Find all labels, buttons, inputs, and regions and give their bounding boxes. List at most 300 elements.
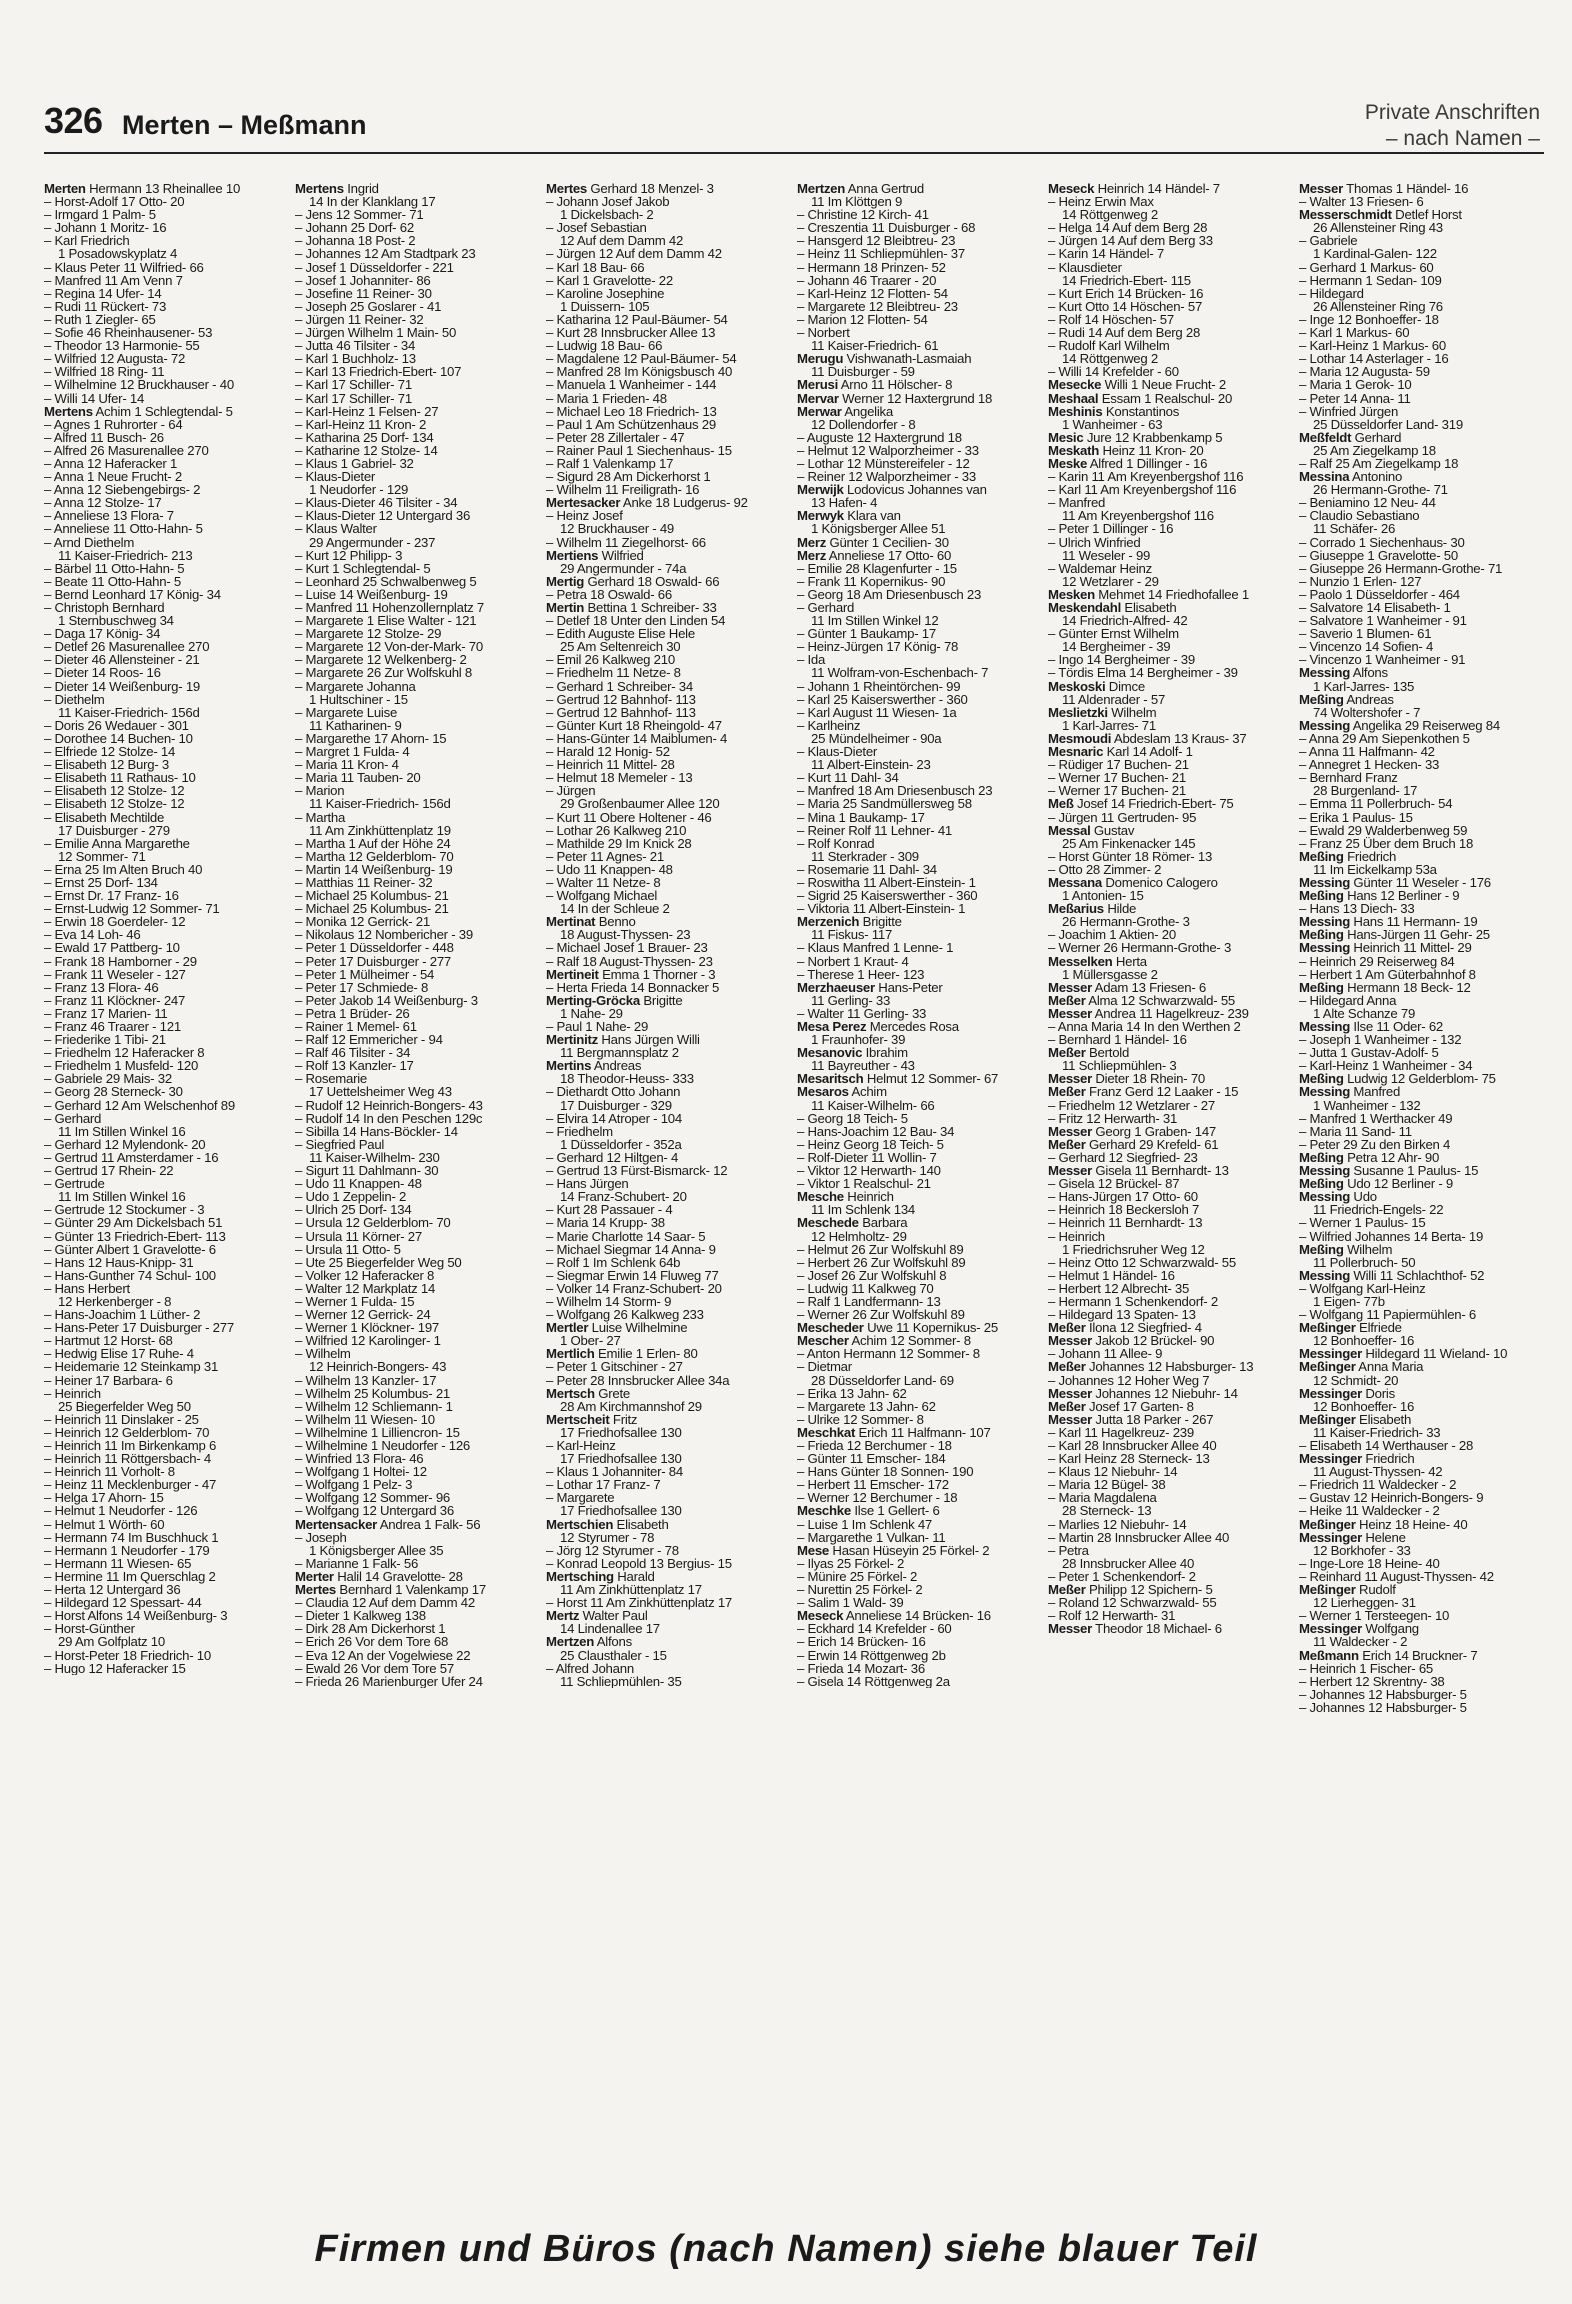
entry-text: 11 Katharinen- 9 (309, 717, 402, 733)
entry-text: 1 Nahe- 29 (560, 1005, 623, 1021)
surname: Meßing (1299, 848, 1344, 864)
entry-text: 11 Sterkrader - 309 (811, 848, 919, 864)
entry-text: – Dorothee 14 Buchen- 10 (44, 730, 193, 746)
surname: Mervar (797, 390, 839, 406)
entry-text: – Leonhard 25 Schwalbenweg 5 (295, 573, 477, 589)
entry-text: – Michael 25 Kolumbus- 21 (295, 888, 449, 904)
surname: Mesanovic (797, 1045, 863, 1061)
entry-text: – Wolfgang 26 Kalkweg 233 (546, 1307, 704, 1323)
surname: Merter (295, 1568, 334, 1584)
entry-text: – Gertrud 13 Fürst-Bismarck- 12 (546, 1163, 728, 1179)
directory-entry (44, 1662, 290, 1675)
surname: Mertinat (546, 914, 596, 930)
entry-text: 1 Eigen- 77b (1313, 1293, 1385, 1309)
entry-text: Karl 14 Adolf- 1 (1103, 744, 1193, 760)
entry-text: 11 Bergmannsplatz 2 (560, 1045, 679, 1061)
entry-text: – Gerhard 12 Mylendonk- 20 (44, 1136, 206, 1152)
entry-text: – Rosemarie (295, 1071, 368, 1087)
entry-text: Emma 1 Thorner - 3 (598, 966, 716, 982)
entry-text: – Winfried Jürgen (1299, 403, 1399, 419)
surname: Messinger (1299, 1346, 1362, 1362)
entry-text: Alfons (1350, 665, 1388, 681)
entry-text: – Günter 1 Baukamp- 17 (797, 626, 936, 642)
entry-text: – Rudi 11 Rückert- 73 (44, 298, 167, 314)
entry-text: – Peter 14 Anna- 11 (1299, 390, 1411, 406)
entry-text: Vishwanath-Lasmaiah (843, 351, 972, 367)
entry-text: – Heinz Josef (546, 508, 623, 524)
entry-text: Anna Maria (1355, 1359, 1424, 1375)
entry-text: – Ulrich 25 Dorf- 134 (295, 1202, 412, 1218)
entry-text: – Jürgen 14 Auf dem Berg 33 (1048, 233, 1213, 249)
entry-text: 12 Helmholtz- 29 (811, 1228, 907, 1244)
entry-text: Elisabeth (1121, 600, 1177, 615)
entry-text: – Friedhelm (546, 1123, 613, 1139)
entry-text: – Giuseppe 26 Hermann-Grothe- 71 (1299, 560, 1503, 576)
entry-text: – Herbert 12 Skrentny- 38 (1299, 1673, 1445, 1689)
entry-text: – Anna 12 Siebengebirgs- 2 (44, 482, 201, 498)
entry-text: – Gerhard 1 Schreiber- 34 (546, 678, 693, 694)
entry-text: 14 In der Schleue 2 (560, 901, 670, 917)
entry-text: – Herbert 12 Albrecht- 35 (1048, 1280, 1190, 1296)
entry-text: Essam 1 Realschul- 20 (1098, 390, 1233, 406)
entry-text: – Hans-Jürgen 17 Otto- 60 (1048, 1189, 1198, 1205)
surname: Mertsch (546, 1385, 595, 1401)
entry-text: – Klaus 1 Gabriel- 32 (295, 455, 414, 471)
entry-text: – Karl 25 Kaiserswerther - 360 (797, 691, 968, 707)
entry-text: – Dieter 46 Allensteiner - 21 (44, 652, 200, 668)
entry-text: 11 Gerling- 33 (811, 992, 891, 1008)
surname: Merten (44, 182, 86, 196)
entry-text: – Walter 11 Gerling- 33 (797, 1005, 927, 1021)
entry-text: 11 Kaiser-Wilhelm- 230 (309, 1149, 440, 1165)
entry-text: Rudolf (1355, 1582, 1396, 1598)
entry-text: – Karl 1 Gravelotte- 22 (546, 272, 673, 288)
entry-text: – Elisabeth 12 Burg- 3 (44, 757, 169, 773)
directory-column-5 (1048, 182, 1294, 1635)
entry-text: – Elisabeth 14 Werthauser - 28 (1299, 1438, 1474, 1453)
entry-text: 11 Im Eickelkamp 53a (1313, 861, 1437, 877)
entry-text: – Josef Sebastian (546, 220, 647, 236)
entry-text: 14 Lindenallee 17 (560, 1621, 660, 1637)
directory-entry (1048, 1622, 1294, 1635)
entry-text: – Hans 13 Diech- 33 (1299, 901, 1415, 917)
entry-text: – Monika 12 Gerrick- 21 (295, 914, 430, 930)
entry-text: – Petra 1 Brüder- 26 (295, 1005, 410, 1021)
entry-text: – Dieter 1 Kalkweg 138 (295, 1608, 426, 1624)
entry-text: 11 Schäfer- 26 (1313, 521, 1396, 537)
entry-text: – Hans Günter 18 Sonnen- 190 (797, 1464, 974, 1480)
entry-text: Wilhelm (1343, 1241, 1393, 1257)
entry-text: – Johann 1 Rheintörchen- 99 (797, 678, 961, 694)
entry-text: Mercedes Rosa (866, 1019, 959, 1034)
entry-text: – Helmut 26 Zur Wolfskuhl 89 (797, 1241, 964, 1257)
entry-text: – Vincenzo 1 Wanheimer - 91 (1299, 652, 1466, 668)
entry-text: – Marie Charlotte 14 Saar- 5 (546, 1228, 706, 1244)
entry-text: – Peter 1 Düsseldorfer - 448 (295, 940, 454, 956)
entry-text: Gerhard 18 Menzel- 3 (587, 182, 714, 196)
entry-text: – Johannes 12 Am Stadtpark 23 (295, 246, 476, 262)
entry-text: – Heinrich 1 Fischer- 65 (1299, 1660, 1433, 1676)
entry-text: – Franz 17 Marien- 11 (44, 1005, 168, 1021)
entry-text: 1 Düsseldorfer - 352a (560, 1136, 682, 1152)
entry-text: – Wolfgang 1 Pelz- 3 (295, 1477, 413, 1493)
entry-text: – Sigurd 28 Am Dickerhorst 1 (546, 469, 711, 485)
entry-text: 11 Am Zinkhüttenplatz 17 (560, 1582, 702, 1598)
entry-text: – Ernst 25 Dorf- 134 (44, 874, 158, 890)
entry-text: – Roland 12 Schwarzwald- 55 (1048, 1595, 1217, 1611)
surname: Meßing (1299, 1241, 1344, 1257)
entry-text: – Ulrike 12 Sommer- 8 (797, 1411, 924, 1427)
entry-text: – Jürgen 11 Reiner- 32 (295, 311, 424, 327)
entry-text: – Giuseppe 1 Gravelotte- 50 (1299, 547, 1458, 563)
footer-banner: Firmen und Büros (nach Namen) siehe blauer Teil (314, 2228, 1258, 2270)
entry-text: – Petra 18 Oswald- 66 (546, 586, 672, 602)
entry-text: – Horst 11 Am Zinkhüttenplatz 17 (546, 1595, 733, 1611)
entry-text: Werner 12 Haxtergrund 18 (838, 390, 993, 406)
directory-entry (797, 640, 1043, 653)
entry-text: – Ralf 1 Valenkamp 17 (546, 455, 674, 471)
entry-text: Ilse 11 Oder- 62 (1350, 1019, 1444, 1034)
entry-text: Jakob 12 Brückel- 90 (1091, 1333, 1215, 1349)
entry-text: – Helga 17 Ahorn- 15 (44, 1490, 164, 1506)
entry-text: 12 Auf dem Damm 42 (560, 233, 684, 249)
entry-text: 1 Friedrichsruher Weg 12 (1062, 1241, 1205, 1257)
entry-text: – Dirk 28 Am Dickerhorst 1 (295, 1621, 446, 1637)
entry-text: – Maria 1 Gerok- 10 (1299, 377, 1412, 393)
entry-text: – Peter 28 Zillertaler - 47 (546, 429, 685, 445)
entry-text: – Karl 1 Markus- 60 (1299, 325, 1410, 341)
entry-text: – Rolf 1 Im Schlenk 64b (546, 1254, 681, 1270)
entry-text: – Karl 1 Buchholz- 13 (295, 351, 416, 367)
entry-text: – Karl August 11 Wiesen- 1a (797, 704, 957, 720)
entry-text: – Klausdieter (1048, 259, 1122, 275)
entry-text: Achim (848, 1084, 887, 1100)
surname: Messer (1048, 1385, 1092, 1401)
surname: Messinger (1299, 1385, 1362, 1401)
surname: Meschke (797, 1503, 851, 1519)
entry-text: – Christine 12 Kirch- 41 (797, 207, 929, 223)
surname: Meßing (1299, 691, 1344, 707)
surname: Messer (1048, 1071, 1092, 1087)
entry-text: – Werner 17 Buchen- 21 (1048, 783, 1186, 799)
entry-text: – Werner 26 Hermann-Grothe- 3 (1048, 940, 1232, 956)
entry-text: – Maria 12 Augusta- 59 (1299, 364, 1430, 380)
directory-column-6 (1299, 182, 1545, 1714)
entry-text: – Maria 25 Sandmüllersweg 58 (797, 796, 972, 812)
entry-text: 11 Schliepmühlen- 3 (1062, 1058, 1177, 1074)
directory-column-1 (44, 182, 290, 1675)
entry-text: Halil 14 Gravelotte- 28 (333, 1568, 463, 1584)
entry-text: 1 Neudorfer - 129 (309, 482, 409, 498)
entry-text: – Wilhelm 12 Schliemann- 1 (295, 1398, 453, 1414)
entry-text: – Theodor 13 Harmonie- 55 (44, 338, 200, 354)
entry-text: – Rolf 14 Höschen- 57 (1048, 311, 1174, 327)
entry-text: – Viktor 12 Herwarth- 140 (797, 1163, 941, 1179)
entry-text: – Lothar 26 Kalkweg 210 (546, 822, 687, 838)
entry-text: – Hildegard Anna (1299, 992, 1397, 1008)
entry-text: 11 Kaiser-Friedrich- 213 (58, 547, 193, 563)
entry-text: – Heinz Erwin Max (1048, 194, 1154, 210)
surname: Meßer (1048, 1398, 1086, 1414)
entry-text: 25 Am Ziegelkamp 18 (1313, 442, 1436, 458)
entry-text: – Jutta 46 Tilsiter - 34 (295, 338, 416, 354)
entry-text: Helene (1361, 1529, 1406, 1545)
surname: Messing (1299, 1084, 1351, 1100)
entry-text: 25 Am Finkenacker 145 (1062, 835, 1196, 851)
entry-text: – Karl-Heinz (546, 1438, 616, 1453)
entry-text: – Joseph (295, 1529, 347, 1545)
surname: Mertins (546, 1058, 592, 1074)
entry-text: – Waldemar Heinz (1048, 560, 1152, 576)
top-rule (44, 152, 1544, 154)
surname: Meßing (1299, 1149, 1344, 1165)
entry-text: – Karin 11 Am Kreyenbergshof 116 (1048, 469, 1244, 485)
entry-text: – Friederike 1 Tibi- 21 (44, 1032, 166, 1048)
entry-text: – Manfred 28 Im Königsbusch 40 (546, 364, 733, 380)
entry-text: – Heinrich (1048, 1228, 1105, 1244)
surname: Mesche (797, 1189, 844, 1205)
entry-text: – Wilhelm (295, 1346, 351, 1362)
entry-text: 1 Wanheimer - 132 (1313, 1097, 1421, 1113)
entry-text: – Lothar 17 Franz- 7 (546, 1477, 661, 1493)
entry-text: – Wilhelmine 12 Bruckhauser - 40 (44, 377, 234, 393)
entry-text: Helmut 12 Sommer- 67 (863, 1071, 999, 1087)
surname: Messing (1299, 1267, 1351, 1283)
entry-text: – Karl-Heinz 1 Wanheimer - 34 (1299, 1058, 1473, 1074)
entry-text: – Mina 1 Baukamp- 17 (797, 809, 925, 825)
entry-text: – Friedrich 11 Waldecker - 2 (1299, 1477, 1457, 1493)
entry-text: – Willi 14 Krefelder - 60 (1048, 364, 1179, 380)
entry-text: – Margarete 26 Zur Wolfskuhl 8 (295, 665, 472, 681)
entry-text: 17 Friedhofsallee 130 (560, 1424, 682, 1440)
surname: Meskoski (1048, 678, 1106, 694)
entry-text: – Claudia 12 Auf dem Damm 42 (295, 1595, 475, 1611)
surname: Mesa Perez (797, 1019, 867, 1034)
entry-text: – Peter 29 Zu den Birken 4 (1299, 1136, 1451, 1152)
entry-text: Wilhelm (1107, 704, 1157, 720)
entry-text: 14 Bergheimer - 39 (1062, 639, 1171, 655)
entry-text: – Manuela 1 Wanheimer - 144 (546, 377, 717, 393)
surname: Mertensacker (295, 1516, 378, 1532)
entry-text: – Karl 11 Am Kreyenbergshof 116 (1048, 482, 1237, 498)
entry-text: – Gerhard 12 Siegfried- 23 (1048, 1149, 1198, 1165)
entry-text: – Rainer Paul 1 Siechenhaus- 15 (546, 442, 732, 458)
surname: Meske (1048, 455, 1088, 471)
surname: Merting-Gröcka (546, 992, 640, 1008)
entry-text: – Helmut 12 Walporzheimer - 33 (797, 442, 979, 458)
entry-text: – Ralf 12 Emmericher - 94 (295, 1032, 443, 1048)
surname: Messer (1048, 1411, 1092, 1427)
entry-text: – Hans-Günter 14 Maiblumen- 4 (546, 730, 728, 746)
surname: Meslietzki (1048, 704, 1108, 720)
entry-text: 11 Im Stillen Winkel 16 (58, 1189, 186, 1205)
entry-text: Angelika 29 Reiserweg 84 (1350, 717, 1500, 733)
entry-text: 26 Allensteiner Ring 76 (1313, 298, 1443, 314)
entry-text: – Petra (1048, 1542, 1089, 1558)
entry-text: – Ludwig 11 Kalkweg 70 (797, 1280, 934, 1296)
entry-text: – Kurt Otto 14 Höschen- 57 (1048, 298, 1203, 314)
entry-text: – Mathilde 29 Im Knick 28 (546, 835, 692, 851)
entry-text: Elfriede (1355, 1320, 1402, 1336)
surname: Meßer (1048, 1359, 1086, 1375)
entry-text: – Frank 11 Weseler - 127 (44, 966, 186, 982)
surname: Merz (797, 534, 827, 550)
entry-text: – Heinrich 29 Reiserweg 84 (1299, 953, 1455, 969)
entry-text: Anneliese 14 Brücken- 16 (843, 1608, 991, 1624)
entry-text: Gisela 11 Bernhardt- 13 (1091, 1163, 1229, 1179)
entry-text: 14 Röttgenweg 2 (1062, 351, 1158, 367)
running-head: Merten – Meßmann (122, 110, 367, 140)
entry-text: – Salvatore 14 Elisabeth- 1 (1299, 600, 1451, 615)
entry-text: – Martha 1 Auf der Höhe 24 (295, 835, 451, 851)
entry-text: – Peter 1 Dillinger - 16 (1048, 521, 1174, 537)
entry-text: Ibrahim (862, 1045, 908, 1061)
entry-text: – Klaus Manfred 1 Lenne- 1 (797, 940, 954, 956)
entry-text: – Magdalene 12 Paul-Bäumer- 54 (546, 351, 737, 367)
entry-text: – Doris 26 Wedauer - 301 (44, 717, 189, 733)
entry-text: – Franz 46 Traarer - 121 (44, 1019, 181, 1034)
entry-text: – Wilfried Johannes 14 Berta- 19 (1299, 1228, 1484, 1244)
surname: Mesecke (1048, 377, 1102, 393)
entry-text: 12 Styrumer - 78 (560, 1529, 655, 1545)
surname: Meßing (1299, 927, 1344, 943)
entry-text: 11 Fiskus- 117 (811, 927, 893, 943)
surname: Messer (1048, 1621, 1092, 1636)
entry-text: – Tördis Elma 14 Bergheimer - 39 (1048, 665, 1238, 681)
surname: Merugu (797, 351, 844, 367)
entry-text: Bettina 1 Schreiber- 33 (584, 600, 717, 615)
entry-text: – Margarete 12 Stolze- 29 (295, 626, 442, 642)
entry-text: – Georg 18 Teich- 5 (797, 1110, 908, 1126)
entry-text: – Elisabeth 12 Stolze- 12 (44, 783, 185, 799)
entry-text: – Reinhard 11 August-Thyssen- 42 (1299, 1568, 1494, 1584)
entry-text: – Erwin 18 Goerdeler- 12 (44, 914, 186, 930)
entry-text: Hans-Jürgen 11 Gehr- 25 (1343, 927, 1490, 943)
entry-text: – Bernd Leonhard 17 König- 34 (44, 586, 221, 602)
entry-text: – Werner 12 Berchumer - 18 (797, 1490, 958, 1506)
entry-text: – Maria 12 Bügel- 38 (1048, 1477, 1166, 1493)
entry-text: – Manfred 11 Am Venn 7 (44, 272, 183, 288)
entry-text: Andrea 1 Falk- 56 (377, 1516, 481, 1532)
entry-text: 1 Kardinal-Galen- 122 (1313, 246, 1437, 262)
entry-text: – Saverio 1 Blumen- 61 (1299, 626, 1432, 642)
entry-text: Jure 12 Krabbenkamp 5 (1083, 429, 1223, 445)
entry-text: Wilfried (598, 547, 644, 563)
entry-text: – Hildegard 13 Spaten- 13 (1048, 1307, 1196, 1323)
entry-text: Theodor 18 Michael- 6 (1091, 1621, 1222, 1636)
entry-text: – Günter Ernst Wilhelm (1048, 626, 1179, 642)
entry-text: – Joseph 25 Goslarer - 41 (295, 298, 442, 314)
entry-text: – Nunzio 1 Erlen- 127 (1299, 573, 1422, 589)
surname: Messer (1048, 1123, 1092, 1139)
entry-text: – Heinrich 12 Gelderblom- 70 (44, 1424, 210, 1440)
entry-text: Brigitte (639, 992, 683, 1008)
entry-text: – Peter Jakob 14 Weißenburg- 3 (295, 992, 478, 1008)
directory-entry (1299, 1701, 1545, 1714)
surname: Mertig (546, 573, 585, 589)
section-title-line1: Private Anschriften (1364, 101, 1540, 124)
surname: Meßinger (1299, 1582, 1356, 1598)
entry-text: – Gertrud 17 Rhein- 22 (44, 1163, 174, 1179)
entry-text: – Ursula 11 Körner- 27 (295, 1228, 422, 1244)
entry-text: Anna Gertrud (845, 182, 924, 196)
entry-text: – Gertrude (44, 1176, 105, 1192)
entry-text: – Marianne 1 Falk- 56 (295, 1555, 419, 1571)
entry-text: – Klaus-Dieter 12 Untergard 36 (295, 508, 471, 524)
entry-text: – Margarete 12 Welkenberg- 2 (295, 652, 467, 668)
surname: Messal (1048, 822, 1091, 838)
entry-text: – Ute 25 Biegerfelder Weg 50 (295, 1254, 462, 1270)
entry-text: 1 Müllersgasse 2 (1062, 966, 1158, 982)
entry-text: Heinrich (843, 1189, 894, 1205)
surname: Merz (797, 547, 827, 563)
entry-text: 74 Woltershofer - 7 (1313, 704, 1421, 720)
entry-text: – Roswitha 11 Albert-Einstein- 1 (797, 874, 976, 890)
entry-text: – Werner 1 Fulda- 15 (295, 1293, 415, 1309)
surname: Meßer (1048, 1045, 1086, 1061)
entry-text: 11 Am Zinkhüttenplatz 19 (309, 822, 451, 838)
section-title-line2: – nach Namen – (1385, 127, 1540, 150)
entry-text: – Wilhelm 11 Wiesen- 10 (295, 1411, 435, 1427)
entry-text: – Wilhelm 11 Freiligrath- 16 (546, 482, 700, 498)
entry-text: 17 Friedhofsallee 130 (560, 1451, 682, 1467)
entry-text: Hans-Peter (874, 979, 943, 995)
surname: Meßinger (1299, 1320, 1356, 1336)
entry-text: Andreas (591, 1058, 642, 1074)
entry-text: – Johann Josef Jakob (546, 194, 670, 210)
entry-text: – Reiner 12 Walporzheimer - 33 (797, 469, 976, 485)
entry-text: 17 Friedhofsallee 130 (560, 1503, 682, 1519)
entry-text: – Heinz Georg 18 Teich- 5 (797, 1136, 944, 1152)
entry-text: Antonino (1349, 469, 1403, 485)
entry-text: Bertold (1085, 1045, 1130, 1061)
entry-text: – Peter 17 Schmiede- 8 (295, 979, 429, 995)
entry-text: 1 Ober- 27 (560, 1333, 621, 1349)
entry-text: Detlef Horst (1391, 207, 1462, 223)
surname: Meßmann (1299, 1647, 1359, 1663)
entry-text: – Gerhard (797, 600, 855, 615)
entry-text: Udo (1350, 1189, 1377, 1205)
entry-text: – Heinrich 11 Mittel- 28 (546, 757, 675, 773)
surname: Mertes (546, 182, 588, 196)
entry-text: – Sigurt 11 Dahlmann- 30 (295, 1163, 439, 1179)
entry-text: Domenico Calogero (1101, 874, 1218, 890)
surname: Meßarius (1048, 901, 1104, 917)
entry-text: – Georg 18 Am Driesenbusch 23 (797, 586, 982, 602)
entry-text: – Kurt 12 Philipp- 3 (295, 547, 403, 563)
entry-text: 17 Duisburger - 329 (560, 1097, 672, 1113)
entry-text: – Johann 46 Traarer - 20 (797, 272, 937, 288)
entry-text: – Kurt Erich 14 Brücken- 16 (1048, 285, 1204, 301)
entry-text: – Viktor 1 Realschul- 21 (797, 1176, 931, 1192)
entry-text: – Eva 12 An der Vogelwiese 22 (295, 1647, 471, 1663)
entry-text: – Hermann 1 Neudorfer - 179 (44, 1542, 210, 1558)
entry-text: – Wilhelm 13 Kanzler- 17 (295, 1372, 437, 1388)
entry-text: – Alfred Johann (546, 1660, 634, 1676)
entry-text: – Günter 13 Friedrich-Ebert- 113 (44, 1228, 226, 1244)
entry-text: – Friedhelm 12 Haferacker 8 (44, 1045, 205, 1061)
entry-text: – Dieter 14 Weißenburg- 19 (44, 678, 200, 694)
entry-text: – Michael Siegmar 14 Anna- 9 (546, 1241, 716, 1257)
entry-text: Susanne 1 Paulus- 15 (1350, 1163, 1479, 1179)
entry-text: – Auguste 12 Haxtergrund 18 (797, 429, 962, 445)
entry-text: – Rudolf 12 Heinrich-Bongers- 43 (295, 1097, 483, 1113)
entry-text: – Johannes 12 Habsburger- 5 (1299, 1686, 1467, 1702)
entry-text: – Margarethe 17 Ahorn- 15 (295, 730, 447, 746)
surname: Meßing (1299, 1176, 1344, 1192)
entry-text: – Werner 1 Paulus- 15 (1299, 1215, 1426, 1231)
entry-text: – Corrado 1 Siechenhaus- 30 (1299, 534, 1465, 550)
